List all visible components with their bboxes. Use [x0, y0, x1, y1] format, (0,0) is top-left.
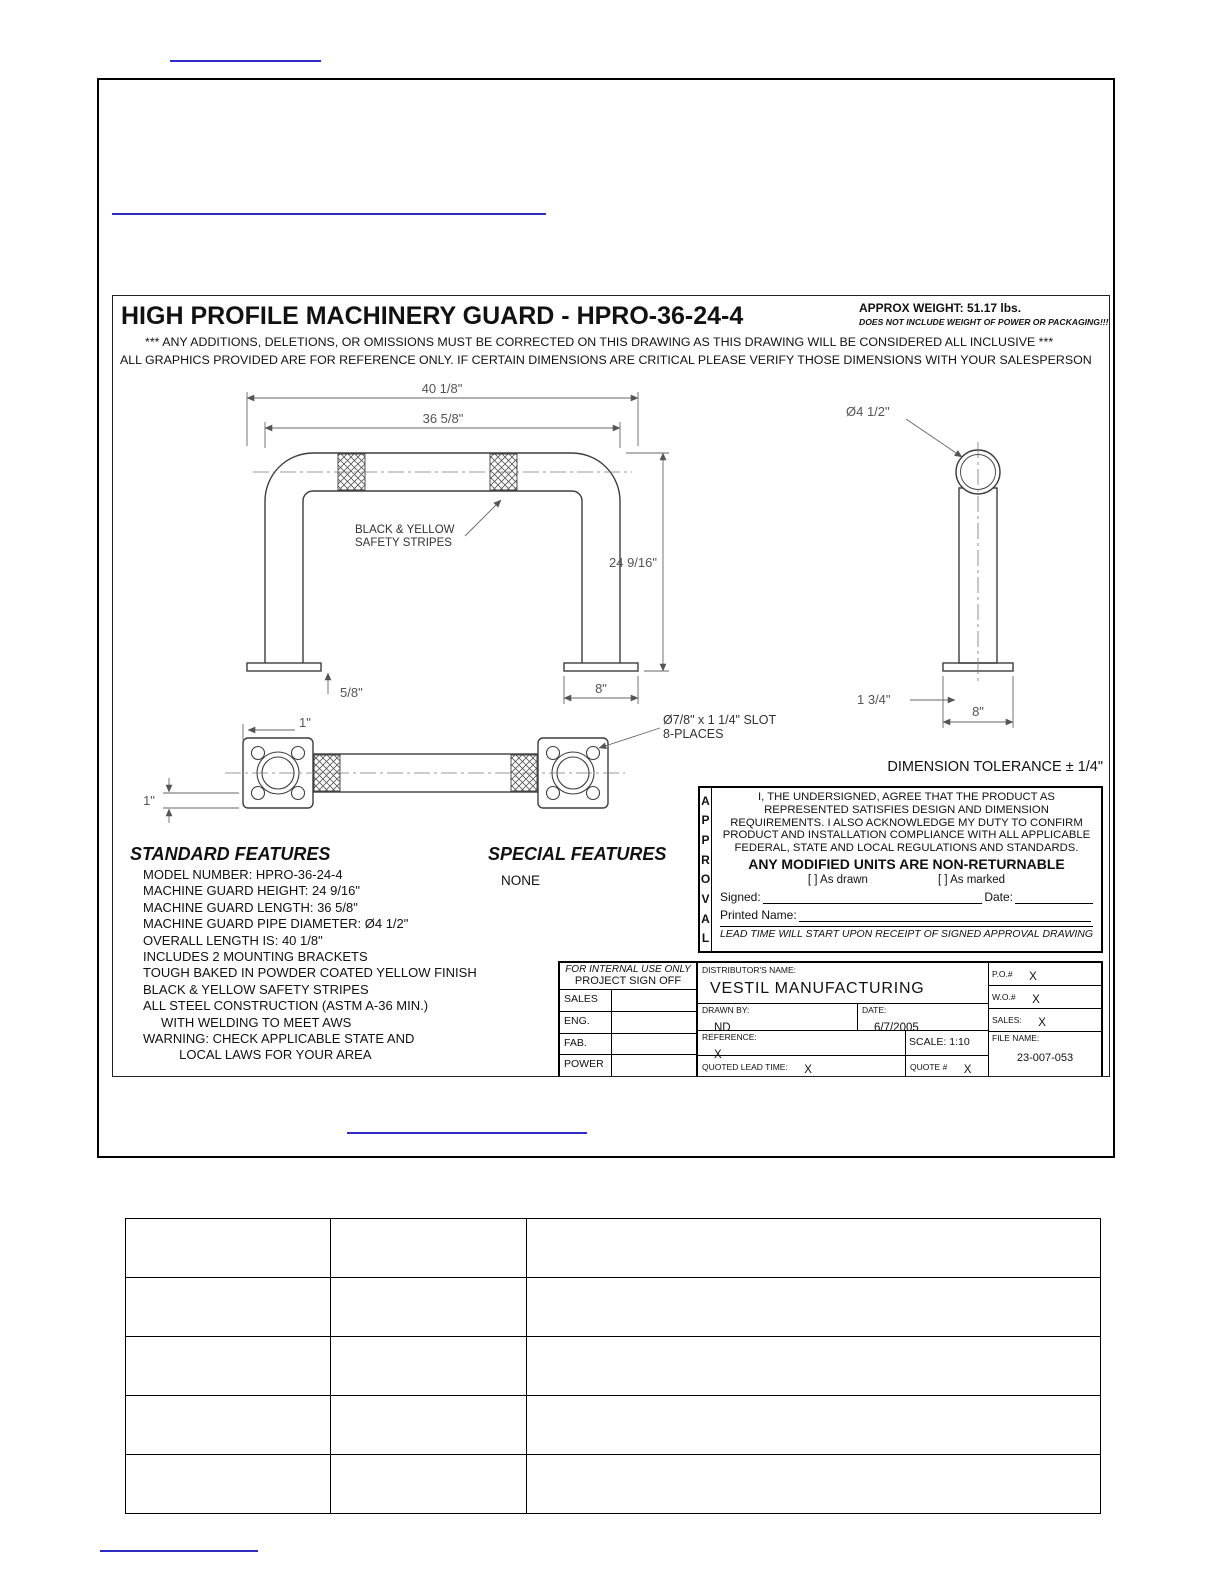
standard-features-title: STANDARD FEATURES: [130, 844, 331, 864]
checkbox-as-marked[interactable]: [ ] As marked: [937, 873, 1006, 886]
approval-body: [712, 788, 1101, 951]
dim-pipe-diameter: Ø4 1/2": [846, 404, 890, 419]
feature-item: MACHINE GUARD PIPE DIAMETER: Ø4 1/2": [143, 916, 409, 932]
signoff-row-sales: SALES: [560, 990, 696, 1012]
table-cell: [527, 1337, 1101, 1396]
hyperlink-footer[interactable]: [100, 1550, 258, 1552]
drawing-sheet: [112, 295, 1110, 1077]
scale-cell: SCALE: 1:10: [909, 1036, 970, 1048]
date-label: Date:: [984, 889, 1013, 904]
feature-item: TOUGH BAKED IN POWDER COATED YELLOW FINISH: [143, 965, 477, 981]
table-cell: [126, 1396, 331, 1455]
stripe-label-line1: BLACK & YELLOW: [355, 524, 455, 536]
feature-item: MACHINE GUARD LENGTH: 36 5/8": [143, 899, 358, 915]
title-block: [558, 961, 1103, 1077]
signed-label: Signed:: [719, 889, 761, 904]
file-name-value: 23-007-053: [1016, 1052, 1074, 1064]
sales-cell: SALES: X: [989, 1009, 1101, 1032]
centerlines: [225, 442, 978, 773]
dim-bracket-offset-h: 1": [299, 715, 311, 730]
dim-bracket-offset-v: 1": [143, 793, 155, 808]
front-view: [247, 453, 638, 671]
table-cell: [527, 1278, 1101, 1337]
approval-letter: P: [701, 833, 710, 848]
approval-letter: A: [701, 911, 710, 926]
feature-item: OVERALL LENGTH IS: 40 1/8": [143, 932, 323, 948]
approval-letter: V: [701, 891, 710, 906]
dim-guard-length: 36 5/8": [422, 411, 464, 426]
printed-name-field[interactable]: [799, 909, 1091, 922]
feature-item: ALL STEEL CONSTRUCTION (ASTM A-36 MIN.): [143, 998, 429, 1014]
table-cell: [331, 1219, 527, 1278]
internal-signoff-box: [558, 961, 698, 1077]
approval-letter: O: [700, 872, 711, 887]
table-cell: [126, 1337, 331, 1396]
dim-side-base-width: 8": [972, 704, 984, 719]
signoff-blank-cell: [612, 1012, 696, 1033]
file-name-cell: FILE NAME: 23-007-053: [989, 1032, 1101, 1076]
distributor-label: DISTRIBUTOR'S NAME:: [702, 965, 797, 975]
feature-item: BLACK & YELLOW SAFETY STRIPES: [143, 981, 369, 997]
special-features-value: NONE: [501, 873, 541, 888]
drawn-by-cell: DRAWN BY: ND: [698, 1004, 858, 1030]
document-frame: [97, 78, 1115, 1158]
approval-letter: P: [701, 813, 710, 828]
table-cell: [331, 1455, 527, 1514]
lead-time-note: LEAD TIME WILL START UPON RECEIPT OF SIGNED APPROVAL DRAWING: [719, 927, 1093, 940]
drawing-title: HIGH PROFILE MACHINERY GUARD - HPRO-36-24-4: [121, 302, 744, 330]
special-features-title: SPECIAL FEATURES: [488, 844, 667, 864]
dim-guard-height: 24 9/16": [609, 555, 657, 570]
stripe-label-line2: SAFETY STRIPES: [355, 537, 452, 549]
dim-plate-thickness: 5/8": [340, 685, 363, 700]
approx-weight: APPROX WEIGHT: 51.17 lbs.: [859, 301, 1022, 315]
feature-item: INCLUDES 2 MOUNTING BRACKETS: [143, 949, 368, 965]
po-number-cell: P.O.# X: [989, 963, 1101, 986]
feature-item: MACHINE GUARD HEIGHT: 24 9/16": [143, 883, 361, 899]
top-view: [243, 738, 608, 808]
slot-label-line1: Ø7/8" x 1 1/4" SLOT: [663, 713, 777, 727]
side-view: [943, 450, 1013, 671]
disclaimer-line-2: ALL GRAPHICS PROVIDED ARE FOR REFERENCE ONLY. IF CERTAIN DIMENSIONS ARE CRITICAL PLEASE VERIFY THOSE DIMENSIONS WITH YOUR SALESPERSON: [120, 353, 1092, 367]
date-field[interactable]: [1015, 891, 1093, 904]
table-cell: [126, 1278, 331, 1337]
quote-number-cell: QUOTE # X: [910, 1062, 972, 1076]
table-cell: [527, 1219, 1101, 1278]
table-cell: [126, 1455, 331, 1514]
table-cell: [331, 1337, 527, 1396]
table-row: [126, 1219, 1101, 1278]
title-block-main: [698, 961, 1103, 1077]
approval-vertical-label: [700, 788, 712, 951]
reference-cell: REFERENCE: X: [698, 1031, 906, 1055]
dim-overall-length: 40 1/8": [421, 381, 463, 396]
disclaimer-line-1: *** ANY ADDITIONS, DELETIONS, OR OMISSIONS MUST BE CORRECTED ON THIS DRAWING AS THIS DRAWING WILL BE CONSIDERED ALL INCLUSIVE ***: [145, 335, 1054, 349]
standard-features-list: [143, 867, 477, 1064]
feature-item: WARNING: CHECK APPLICABLE STATE AND: [143, 1031, 415, 1047]
company-name: VESTIL MANUFACTURING: [710, 980, 925, 997]
dimension-tolerance: DIMENSION TOLERANCE ± 1/4": [887, 759, 1103, 775]
approval-letter: A: [701, 793, 710, 808]
signoff-blank-cell: [612, 1055, 696, 1076]
quoted-lead-time-cell: QUOTED LEAD TIME: X: [698, 1056, 906, 1076]
table-cell: [527, 1455, 1101, 1514]
dim-front-base-width: 8": [595, 681, 607, 696]
signed-field[interactable]: [763, 891, 983, 904]
approval-box: [698, 786, 1103, 953]
distributor-cell: [698, 963, 988, 1004]
bottom-table: [125, 1218, 1101, 1514]
date-cell: DATE: 6/7/2005: [862, 1005, 919, 1034]
table-cell: [527, 1396, 1101, 1455]
signoff-blank-cell: [612, 1034, 696, 1055]
non-returnable-warning: ANY MODIFIED UNITS ARE NON-RETURNABLE: [748, 855, 1065, 872]
signoff-blank-cell: [612, 990, 696, 1011]
table-row: [126, 1278, 1101, 1337]
approval-statement: I, THE UNDERSIGNED, AGREE THAT THE PRODUCT AS REPRESENTED SATISFIES DESIGN AND DIMENSION REQUIREMENTS. I ALSO ACKNOWLEDGE MY DUTY TO CONFIRM PRODUCT AND INSTALLATION COMPLIANCE WITH ALL APPLICABLE FEDERAL, STATE AND LOCAL REGULATIONS AND STANDARDS.: [722, 791, 1091, 854]
feature-item: LOCAL LAWS FOR YOUR AREA: [143, 1047, 372, 1063]
wo-number-cell: W.O.# X: [989, 986, 1101, 1009]
hyperlink-bottom[interactable]: [347, 1132, 587, 1134]
signoff-row-power: POWER: [560, 1055, 696, 1076]
slot-label-line2: 8-PLACES: [663, 727, 724, 741]
signoff-row-eng: ENG.: [560, 1012, 696, 1034]
internal-use-label: FOR INTERNAL USE ONLY: [565, 964, 691, 975]
hyperlink-product[interactable]: [112, 213, 546, 215]
table-cell: [331, 1396, 527, 1455]
checkbox-as-drawn[interactable]: [ ] As drawn: [807, 873, 868, 886]
table-row: [126, 1396, 1101, 1455]
approval-letter: L: [701, 931, 710, 946]
feature-item: MODEL NUMBER: HPRO-36-24-4: [143, 867, 343, 882]
project-signoff-label: PROJECT SIGN OFF: [574, 975, 682, 987]
approval-letter: R: [701, 852, 710, 867]
printed-name-label: Printed Name:: [719, 907, 797, 922]
table-row: [126, 1455, 1101, 1514]
weight-note: DOES NOT INCLUDE WEIGHT OF POWER OR PACKAGING!!!: [859, 317, 1109, 327]
hyperlink-top[interactable]: [170, 60, 321, 62]
table-cell: [126, 1219, 331, 1278]
dim-side-post-offset: 1 3/4": [857, 692, 891, 707]
signoff-row-fab: FAB.: [560, 1034, 696, 1056]
table-cell: [331, 1278, 527, 1337]
feature-item: WITH WELDING TO MEET AWS: [143, 1014, 352, 1030]
table-row: [126, 1337, 1101, 1396]
